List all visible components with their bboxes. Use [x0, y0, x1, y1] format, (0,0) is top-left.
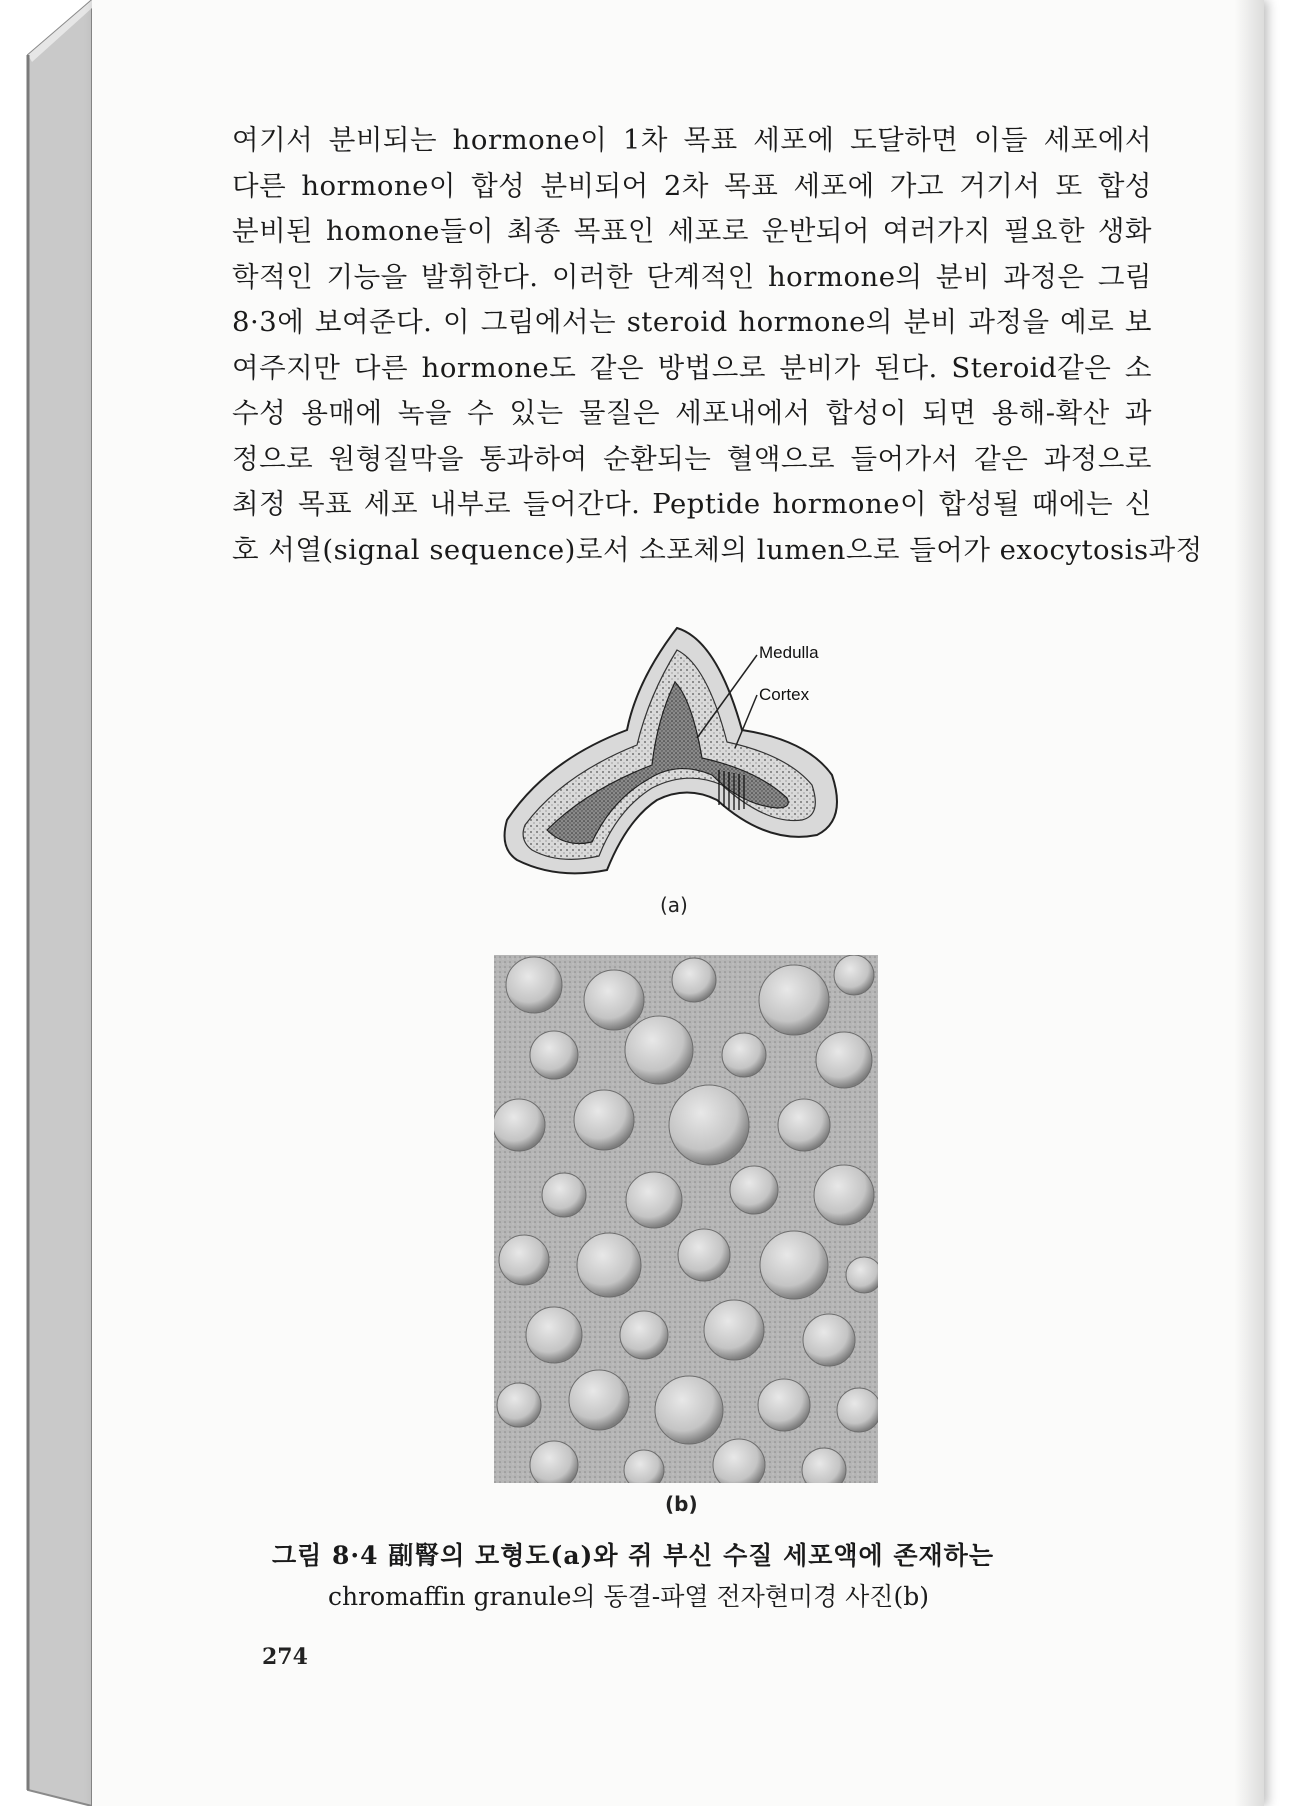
text-line: 수성 용매에 녹을 수 있는 물질은 세포내에서 합성이 되면 용해-확산 과 — [232, 397, 1152, 429]
adrenal-gland-diagram — [487, 620, 967, 900]
page-number: 274 — [262, 1644, 308, 1670]
text-line: 분비된 homone들이 최종 목표인 세포로 운반되어 여러가지 필요한 생화 — [232, 215, 1152, 247]
text-line: 호 서열(signal sequence)로서 소포체의 lumen으로 들어가 exocytosis과정 — [232, 533, 1203, 566]
text-line: 최정 목표 세포 내부로 들어간다. Peptide hormone이 합성될 때에는 신 — [232, 488, 1152, 520]
medulla-label: Medulla — [759, 643, 819, 662]
text-line: 정으로 원형질막을 통과하여 순환되는 혈액으로 들어가서 같은 과정으로 — [232, 442, 1152, 475]
book-page — [92, 0, 1264, 1806]
text-line: 8·3에 보여준다. 이 그림에서는 steroid hormone의 분비 과정을 예로 보 — [232, 306, 1152, 338]
text-line: 여주지만 다른 hormone도 같은 방법으로 분비가 된다. Steroid같은 소 — [232, 351, 1152, 384]
text-line: 학적인 기능을 발휘한다. 이러한 단계적인 hormone의 분비 과정은 그림 — [232, 260, 1152, 293]
caption-line-1: 그림 8·4 副腎의 모형도(a)와 쥐 부신 수질 세포액에 존재하는 — [272, 1541, 994, 1570]
page-edge-shadow — [1234, 0, 1264, 1806]
figure-b-label: (b) — [665, 1492, 698, 1516]
body-paragraph — [232, 118, 1203, 573]
freeze-fracture-micrograph — [494, 955, 878, 1483]
figure-caption — [272, 1535, 1132, 1617]
figure-a-label: (a) — [660, 893, 688, 917]
text-line: 다른 hormone이 합성 분비되어 2차 목표 세포에 가고 거기서 또 합성 — [232, 169, 1152, 202]
cortex-label: Cortex — [759, 685, 810, 704]
caption-line-2: chromaffin granule의 동결-파열 전자현미경 사진(b) — [328, 1582, 929, 1611]
text-line: 여기서 분비되는 hormone이 1차 목표 세포에 도달하면 이들 세포에서 — [232, 124, 1152, 156]
